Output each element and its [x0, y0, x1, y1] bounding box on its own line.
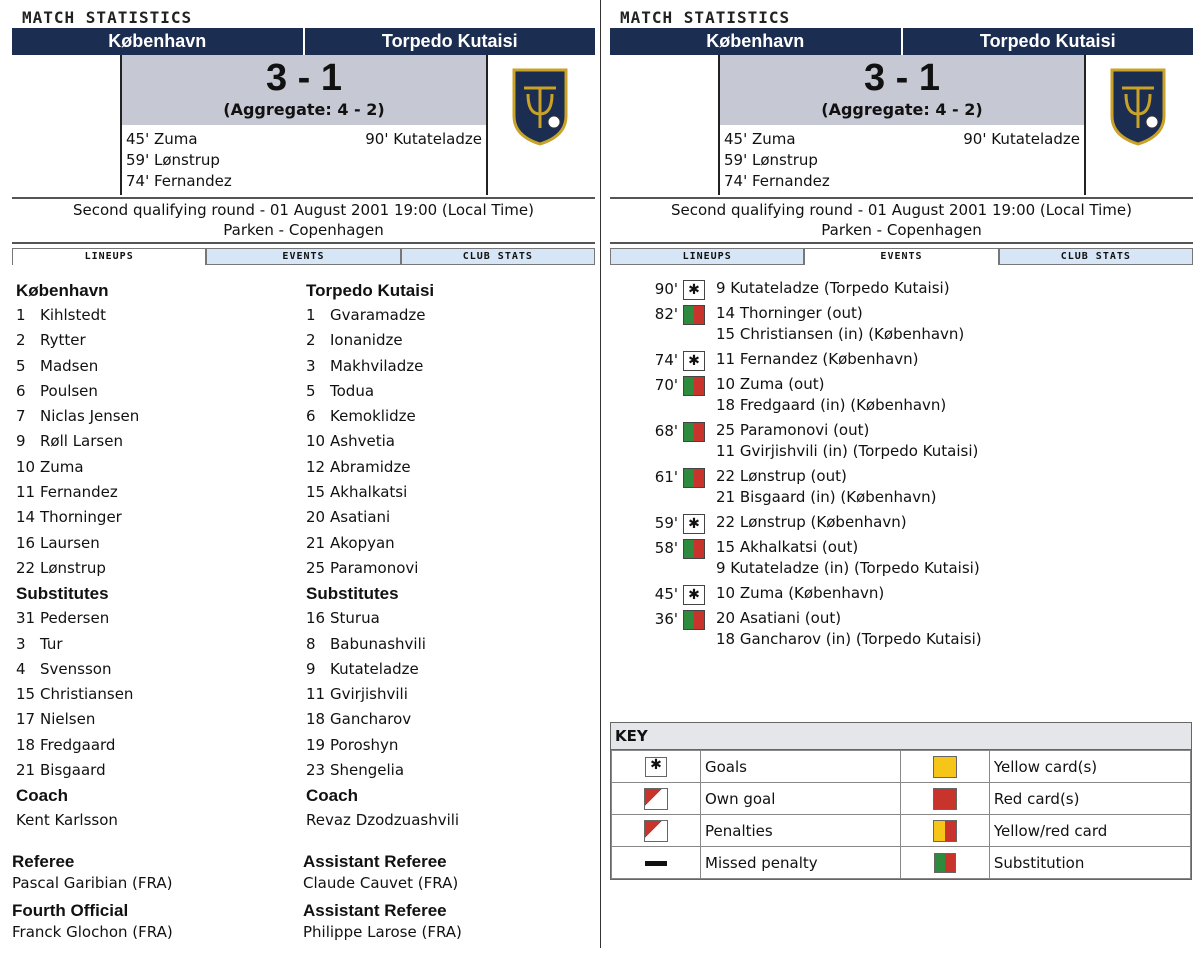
key-row [612, 783, 1191, 815]
key-icon-cell [612, 847, 701, 879]
lineups-panel [10, 0, 600, 959]
key-icon-cell [900, 783, 989, 815]
scorer: 74' Fernandez [724, 172, 830, 190]
score: 3 - 1 [863, 57, 941, 99]
tab-lineups[interactable]: LINEUPS [12, 248, 206, 265]
player-name[interactable]: Rytter [40, 331, 86, 350]
home-team-name[interactable]: København [610, 28, 903, 55]
home-team-name[interactable]: København [12, 28, 305, 55]
substitution-icon [683, 468, 705, 488]
player-number: 3 [16, 634, 26, 653]
key-label: Substitution [989, 847, 1190, 879]
official-role: Fourth Official [12, 901, 129, 920]
player-row[interactable] [16, 707, 296, 732]
key-label: Missed penalty [701, 847, 901, 879]
event-line: 14 Thorninger (out) [716, 304, 863, 322]
player-name[interactable]: Sturua [330, 609, 380, 628]
player-number: 11 [16, 483, 36, 502]
key-title: KEY [611, 723, 1191, 750]
player-row[interactable] [16, 632, 296, 657]
player-number: 9 [16, 432, 26, 451]
tab-bar [12, 248, 595, 265]
team-bar [12, 28, 595, 55]
scorers [120, 125, 488, 195]
player-name[interactable]: Madsen [40, 356, 99, 375]
player-number: 16 [16, 533, 36, 552]
player-number: 6 [16, 381, 26, 400]
event-minute: 61' [654, 468, 678, 486]
player-name[interactable]: Svensson [40, 659, 112, 678]
player-number: 21 [16, 761, 36, 780]
substitution-icon [683, 376, 705, 396]
player-row[interactable] [16, 682, 296, 707]
event-line: 9 Kutateladze (Torpedo Kutaisi) [716, 279, 950, 297]
player-name[interactable]: Tur [40, 634, 63, 653]
away-team-heading: Torpedo Kutaisi [306, 281, 435, 300]
player-number: 25 [306, 558, 326, 577]
match-venue: Parken - Copenhagen [821, 221, 982, 239]
yellow-card-icon [933, 756, 957, 778]
event-description [716, 374, 1188, 416]
player-name[interactable]: Gvaramadze [330, 306, 426, 324]
player-number: 1 [306, 306, 316, 324]
player-number: 5 [306, 381, 316, 400]
player-name[interactable]: Kihlstedt [40, 306, 107, 324]
event-line: 18 Fredgaard (in) (København) [716, 396, 947, 414]
player-row[interactable] [306, 328, 586, 353]
player-row[interactable] [306, 303, 586, 328]
event-description [716, 466, 1188, 508]
player-name[interactable]: Thorninger [40, 508, 122, 527]
player-row[interactable] [306, 733, 586, 758]
player-number: 4 [16, 659, 26, 678]
player-name[interactable]: Fredgaard [40, 735, 116, 754]
scorer: 59' Lønstrup [126, 151, 220, 169]
key-icon-cell [900, 847, 989, 879]
event-line: 9 Kutateladze (in) (Torpedo Kutaisi) [716, 559, 980, 577]
player-name[interactable]: Paramonovi [330, 558, 419, 577]
page-title: MATCH STATISTICS [620, 8, 791, 27]
player-name[interactable]: Akopyan [330, 533, 395, 552]
event-minute: 90' [654, 280, 678, 298]
score: 3 - 1 [265, 57, 343, 99]
event-description [716, 537, 1188, 579]
player-row[interactable] [306, 632, 586, 657]
player-row[interactable] [306, 556, 586, 581]
home-subs-heading: Substitutes [16, 584, 109, 604]
key-row [612, 751, 1191, 783]
event-line: 22 Lønstrup (out) [716, 467, 847, 485]
player-row[interactable] [306, 505, 586, 530]
event-row [628, 608, 1188, 650]
scorers [718, 125, 1086, 195]
player-row[interactable] [16, 354, 296, 379]
player-name[interactable]: Bisgaard [40, 761, 106, 780]
event-row [628, 278, 1188, 299]
key-legend [610, 722, 1192, 880]
player-name[interactable]: Abramidze [330, 457, 411, 476]
player-row[interactable] [16, 480, 296, 505]
tab-club-stats[interactable]: CLUB STATS [999, 248, 1193, 265]
page-title: MATCH STATISTICS [22, 8, 193, 27]
player-number: 7 [16, 407, 26, 426]
scorer: 74' Fernandez [126, 172, 232, 190]
event-row [628, 466, 1188, 508]
player-name[interactable]: Lønstrup [40, 558, 106, 577]
key-icon-cell [612, 815, 701, 847]
home-lineup [16, 278, 296, 834]
player-row[interactable] [306, 657, 586, 682]
away-team-name[interactable]: Torpedo Kutaisi [979, 31, 1116, 51]
event-minute: 36' [654, 610, 678, 628]
player-name[interactable]: Christiansen [40, 685, 134, 704]
tab-lineups[interactable]: LINEUPS [610, 248, 804, 265]
key-label: Own goal [701, 783, 901, 815]
player-number: 21 [306, 533, 326, 552]
home-scorers [724, 129, 830, 192]
event-line: 11 Fernandez (København) [716, 350, 919, 368]
home-scorers [126, 129, 232, 192]
player-name[interactable]: Niclas Jensen [40, 407, 140, 426]
goal-icon: ✱ [683, 585, 705, 605]
separator [12, 197, 595, 199]
event-row [628, 303, 1188, 345]
club-crest-icon [1108, 66, 1168, 146]
events-list [628, 278, 1188, 654]
away-coach: Revaz Dzodzuashvili [306, 811, 460, 830]
player-number: 1 [16, 306, 26, 324]
player-number: 11 [306, 685, 326, 704]
player-number: 10 [16, 457, 36, 476]
player-name[interactable]: Ashvetia [330, 432, 395, 451]
event-minute: 70' [654, 376, 678, 394]
tab-events[interactable]: EVENTS [804, 248, 998, 265]
player-name[interactable]: Røll Larsen [40, 432, 123, 451]
player-row[interactable] [306, 707, 586, 732]
player-row[interactable] [16, 379, 296, 404]
key-label: Yellow card(s) [989, 751, 1190, 783]
official-name: Franck Glochon (FRA) [12, 923, 173, 941]
player-name[interactable]: Pedersen [40, 609, 110, 628]
panel-divider [600, 0, 601, 948]
player-name[interactable]: Zuma [40, 457, 84, 476]
player-name[interactable]: Nielsen [40, 710, 96, 729]
player-name[interactable]: Fernandez [40, 483, 118, 502]
player-name[interactable]: Gvirjishvili [330, 685, 408, 704]
key-icon-cell [900, 815, 989, 847]
player-row[interactable] [306, 455, 586, 480]
aggregate-score: (Aggregate: 4 - 2) [821, 100, 983, 119]
event-minute: 45' [654, 585, 678, 603]
event-row [628, 583, 1188, 604]
key-label: Red card(s) [989, 783, 1190, 815]
team-bar [610, 28, 1193, 55]
player-row[interactable] [306, 682, 586, 707]
player-number: 18 [16, 735, 36, 754]
scorer: 45' Zuma [126, 130, 198, 148]
player-row[interactable] [16, 404, 296, 429]
event-row [628, 420, 1188, 462]
player-number: 19 [306, 735, 326, 754]
official-name: Claude Cauvet (FRA) [303, 874, 459, 892]
score-box [718, 55, 1086, 125]
event-line: 15 Akhalkatsi (out) [716, 538, 859, 556]
event-description [716, 608, 1188, 650]
home-team-heading: København [16, 281, 109, 300]
substitution-icon [683, 305, 705, 325]
key-icon-cell [900, 751, 989, 783]
player-number: 14 [16, 508, 36, 527]
score-box [120, 55, 488, 125]
player-row[interactable] [306, 429, 586, 454]
player-number: 18 [306, 710, 326, 729]
red-card-icon [933, 788, 957, 810]
yellow-red-card-icon [933, 820, 957, 842]
scorer: 90' Kutateladze [963, 130, 1080, 148]
aggregate-score: (Aggregate: 4 - 2) [223, 100, 385, 119]
away-scorers [365, 129, 482, 150]
home-coach: Kent Karlsson [16, 811, 118, 830]
penalty-icon [644, 820, 668, 842]
official-name: Philippe Larose (FRA) [303, 923, 462, 941]
event-line: 10 Zuma (København) [716, 584, 885, 602]
player-row[interactable] [306, 480, 586, 505]
official [12, 901, 292, 943]
scorer: 45' Zuma [724, 130, 796, 148]
player-name[interactable]: Todua [330, 381, 375, 400]
match-round: Second qualifying round - 01 August 2001 19:00 (Local Time) [73, 201, 534, 219]
tab-events[interactable]: EVENTS [206, 248, 400, 265]
key-icon-cell [612, 783, 701, 815]
official [12, 852, 292, 894]
club-crest-icon [510, 66, 570, 146]
match-round: Second qualifying round - 01 August 2001 19:00 (Local Time) [671, 201, 1132, 219]
event-line: 18 Gancharov (in) (Torpedo Kutaisi) [716, 630, 982, 648]
event-description [716, 303, 1188, 345]
event-line: 20 Asatiani (out) [716, 609, 842, 627]
match-venue: Parken - Copenhagen [223, 221, 384, 239]
event-line: 25 Paramonovi (out) [716, 421, 870, 439]
player-name[interactable]: Akhalkatsi [330, 483, 408, 502]
away-lineup [306, 278, 586, 834]
official [303, 852, 583, 894]
player-number: 6 [306, 407, 316, 426]
events-panel [608, 0, 1198, 959]
event-minute: 68' [654, 422, 678, 440]
official-name: Pascal Garibian (FRA) [12, 874, 173, 892]
goal-icon: ✱ [683, 514, 705, 534]
player-name[interactable]: Laursen [40, 533, 100, 552]
player-name[interactable]: Poroshyn [330, 735, 399, 754]
event-row [628, 349, 1188, 370]
player-row[interactable] [16, 733, 296, 758]
substitution-icon [934, 853, 956, 873]
player-name[interactable]: Shengelia [330, 761, 405, 780]
player-name[interactable]: Ionanidze [330, 331, 403, 350]
player-name[interactable]: Kutateladze [330, 659, 419, 678]
player-number: 17 [16, 710, 36, 729]
missed-penalty-icon [645, 861, 667, 866]
key-label: Penalties [701, 815, 901, 847]
player-number: 22 [16, 558, 36, 577]
player-row[interactable] [16, 758, 296, 783]
event-minute: 82' [654, 305, 678, 323]
event-row [628, 512, 1188, 533]
tab-club-stats[interactable]: CLUB STATS [401, 248, 595, 265]
substitution-icon [683, 539, 705, 559]
event-line: 21 Bisgaard (in) (København) [716, 488, 937, 506]
away-coach-heading: Coach [306, 786, 358, 806]
event-row [628, 374, 1188, 416]
player-row[interactable] [16, 606, 296, 631]
event-line: 22 Lønstrup (København) [716, 513, 907, 531]
home-coach-heading: Coach [16, 786, 68, 806]
event-row [628, 537, 1188, 579]
player-number: 9 [306, 659, 316, 678]
player-number: 23 [306, 761, 326, 780]
player-row[interactable] [306, 606, 586, 631]
player-name[interactable]: Makhviladze [330, 356, 424, 375]
match-info [12, 200, 595, 240]
player-number: 20 [306, 508, 326, 527]
player-number: 3 [306, 356, 316, 375]
player-number: 16 [306, 609, 326, 628]
key-row [612, 815, 1191, 847]
key-icon-cell [612, 751, 701, 783]
player-number: 10 [306, 432, 326, 451]
player-row[interactable] [306, 379, 586, 404]
event-minute: 58' [654, 539, 678, 557]
away-team-name[interactable]: Torpedo Kutaisi [381, 31, 518, 51]
official-role: Assistant Referee [303, 901, 447, 920]
event-description [716, 278, 1188, 299]
key-table [611, 750, 1191, 879]
player-name[interactable]: Babunashvili [330, 634, 426, 653]
away-subs-heading: Substitutes [306, 584, 399, 604]
player-number: 2 [16, 331, 26, 350]
own-goal-icon [644, 788, 668, 810]
player-row[interactable] [16, 556, 296, 581]
player-row[interactable] [16, 328, 296, 353]
separator [610, 242, 1193, 244]
player-row[interactable] [16, 657, 296, 682]
player-name[interactable]: Asatiani [330, 508, 391, 527]
player-number: 12 [306, 457, 326, 476]
official [303, 901, 583, 943]
player-number: 15 [16, 685, 36, 704]
goal-icon: ✱ [683, 280, 705, 300]
official-role: Referee [12, 852, 75, 871]
event-line: 15 Christiansen (in) (København) [716, 325, 965, 343]
player-row[interactable] [16, 429, 296, 454]
event-description [716, 583, 1188, 604]
player-row[interactable] [16, 531, 296, 556]
player-name[interactable]: Kemoklidze [330, 407, 416, 426]
event-line: 10 Zuma (out) [716, 375, 825, 393]
player-row[interactable] [306, 404, 586, 429]
goal-icon: ✱ [683, 351, 705, 371]
key-label: Yellow/red card [989, 815, 1190, 847]
scorer: 90' Kutateladze [365, 130, 482, 148]
event-minute: 59' [654, 514, 678, 532]
player-row[interactable] [16, 303, 296, 328]
event-line: 11 Gvirjishvili (in) (Torpedo Kutaisi) [716, 442, 979, 460]
player-number: 31 [16, 609, 36, 628]
goal-icon: ✱ [645, 757, 667, 777]
scorer: 59' Lønstrup [724, 151, 818, 169]
event-minute: 74' [654, 351, 678, 369]
event-description [716, 420, 1188, 462]
player-number: 15 [306, 483, 326, 502]
player-row[interactable] [306, 531, 586, 556]
away-scorers [963, 129, 1080, 150]
substitution-icon [683, 422, 705, 442]
event-description [716, 349, 1188, 370]
player-row[interactable] [306, 354, 586, 379]
key-row [612, 847, 1191, 879]
player-row[interactable] [306, 758, 586, 783]
player-name[interactable]: Gancharov [330, 710, 412, 729]
event-description [716, 512, 1188, 533]
separator [12, 242, 595, 244]
player-name[interactable]: Poulsen [40, 381, 98, 400]
official-role: Assistant Referee [303, 852, 447, 871]
separator [610, 197, 1193, 199]
match-info [610, 200, 1193, 240]
tab-bar [610, 248, 1193, 265]
key-label: Goals [701, 751, 901, 783]
player-row[interactable] [16, 505, 296, 530]
player-number: 5 [16, 356, 26, 375]
player-number: 8 [306, 634, 316, 653]
player-row[interactable] [16, 455, 296, 480]
substitution-icon [683, 610, 705, 630]
player-number: 2 [306, 331, 316, 350]
